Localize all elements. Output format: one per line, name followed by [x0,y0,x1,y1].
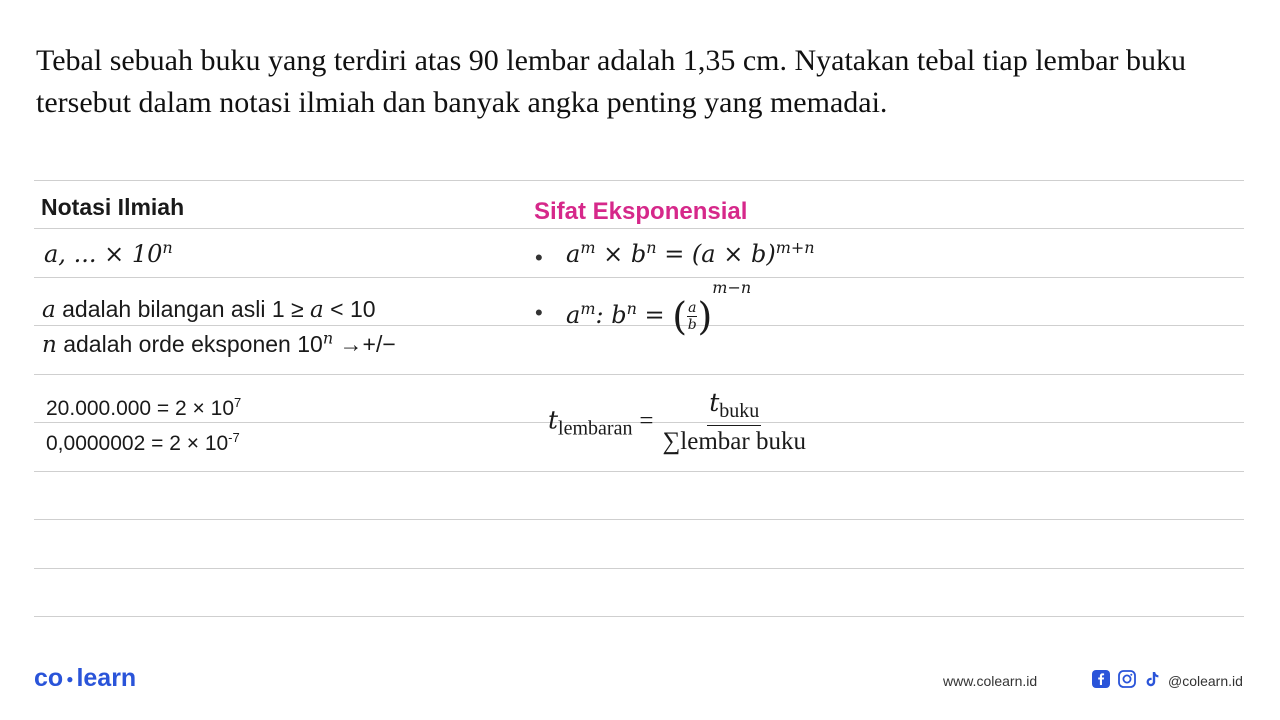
colearn-logo [34,664,136,693]
table-rule [34,374,1244,375]
notation-form-text: a, ... × 10 [44,240,163,268]
table-rule [34,568,1244,569]
instagram-icon[interactable] [1118,670,1136,688]
formula-den: ∑lembar buku [662,428,806,455]
logo-right: learn [76,664,137,692]
social-handle[interactable]: @colearn.id [1168,673,1243,689]
formula-num-sub: buku [719,400,760,422]
table-rule [34,228,1244,229]
p2-frac-num: a [688,300,697,316]
formula-lhs: t [548,405,559,435]
a-var: a [42,297,56,323]
example-2-exp: -7 [228,430,240,445]
table-rule [34,519,1244,520]
p2-mid: : b [595,301,627,329]
n-var: n [42,332,57,358]
bullet-1: • [535,245,543,270]
example-1-exp: 7 [234,395,242,410]
p2-left-exp: m [580,299,596,318]
example-1-text: 20.000.000 = 2 × 10 [46,397,235,420]
a-definition [42,296,376,323]
table-rule [34,616,1244,617]
p2-left: a [566,301,581,329]
n-definition [42,328,396,358]
example-2 [46,432,240,456]
property-1 [566,240,815,268]
right-paren: ) [697,294,713,339]
p1-left: a [566,240,581,268]
example-1 [46,397,241,421]
table-rule [34,180,1244,181]
a-var-2: a [310,297,324,323]
n-def-exp: n [322,328,334,348]
example-2-text: 0,0000002 = 2 × 10 [46,432,229,455]
p1-mid: × b [603,240,647,268]
thickness-formula [548,388,808,456]
p2-right-exp: m−n [712,278,752,297]
formula-fraction [660,388,807,456]
question-text: Tebal sebuah buku yang terdiri atas 90 lembar adalah 1,35 cm. Nyatakan tebal tiap lembar buku tersebut dalam notasi ilmiah dan banyak angka penting yang memadai. [36,44,1187,119]
facebook-icon[interactable] [1092,670,1110,688]
left-paren: ( [672,294,688,339]
tiktok-icon[interactable] [1143,670,1161,688]
table-rule [34,277,1244,278]
n-def-rest: →+/− [339,331,396,357]
p1-left-exp: m [580,238,596,257]
p1-mid-exp: n [646,238,657,257]
n-def-text: adalah orde eksponen 10 [63,331,323,357]
logo-dot: ● [66,672,74,687]
p1-right-exp: m+n [775,238,815,257]
formula-lhs-sub: lembaran [558,417,633,440]
formula-eq: = [639,407,654,435]
p2-eq: = [644,301,665,329]
formula-num-var: t [709,388,720,417]
table-rule [34,471,1244,472]
website-link[interactable]: www.colearn.id [943,673,1038,689]
notation-header: Notasi Ilmiah [41,194,185,220]
notation-form-exp: n [162,238,173,257]
formula-num [707,388,761,426]
p2-mid-exp: n [626,299,637,318]
exponent-properties-header: Sifat Eksponensial [534,198,748,225]
p2-frac-den: b [687,317,697,333]
p1-eq: = (a × b) [664,240,776,268]
p2-fraction [687,300,697,333]
a-def-rest: < 10 [330,296,376,322]
notation-form [44,240,173,269]
logo-left: co [34,664,64,692]
property-2 [566,278,752,339]
a-def-text: adalah bilangan asli 1 ≥ [62,296,304,322]
bullet-2: • [535,300,543,325]
